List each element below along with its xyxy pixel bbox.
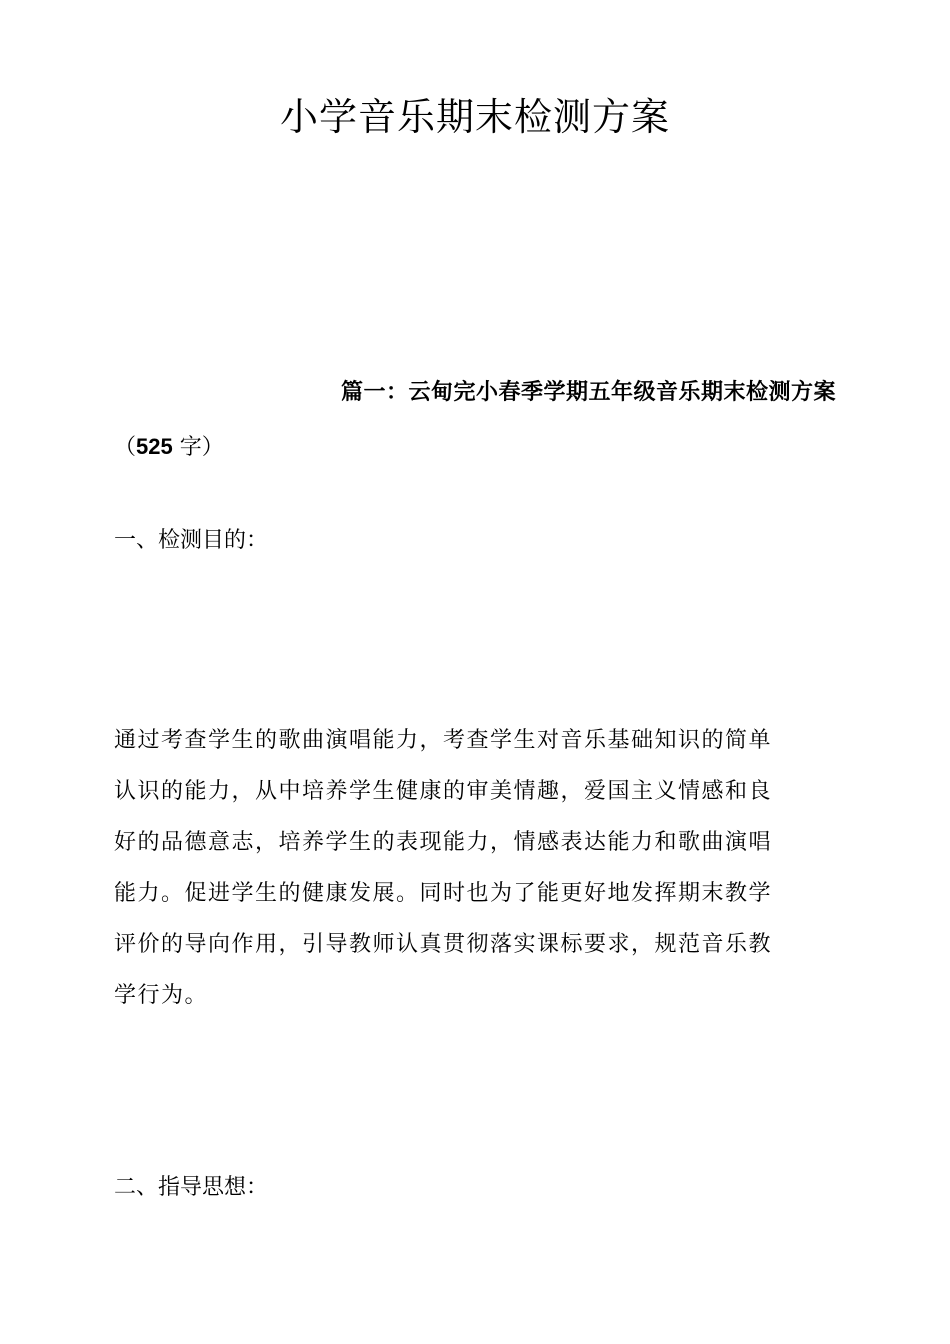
paragraph-line: 评价的导向作用，引导教师认真贯彻落实课标要求，规范音乐教 <box>114 932 773 957</box>
section-heading-purpose: 一、检测目的： <box>114 528 269 553</box>
paragraph-line: 能力。促进学生的健康发展。同时也为了能更好地发挥期末教学 <box>114 881 773 906</box>
paragraph-line: 认识的能力，从中培养学生健康的审美情趣，爱国主义情感和良 <box>114 779 773 804</box>
subtitle-line-2 <box>114 420 836 475</box>
subtitle-open-paren: （ <box>114 435 137 460</box>
section-paragraph-purpose <box>114 715 836 1021</box>
paragraph-line: 学行为。 <box>114 983 209 1008</box>
subtitle-count-suffix: 字） <box>172 435 224 460</box>
word-count: 525 <box>136 434 173 459</box>
subtitle-line-1: 篇一：云甸完小春季学期五年级音乐期末检测方案 <box>340 380 836 405</box>
section-heading-guiding-ideology: 二、指导思想： <box>114 1175 269 1200</box>
document-title: 小学音乐期末检测方案 <box>279 95 670 139</box>
paragraph-line: 通过考查学生的歌曲演唱能力，考查学生对音乐基础知识的简单 <box>114 728 773 753</box>
paragraph-line: 好的品德意志，培养学生的表现能力，情感表达能力和歌曲演唱 <box>114 830 773 855</box>
article-subtitle <box>114 366 836 475</box>
